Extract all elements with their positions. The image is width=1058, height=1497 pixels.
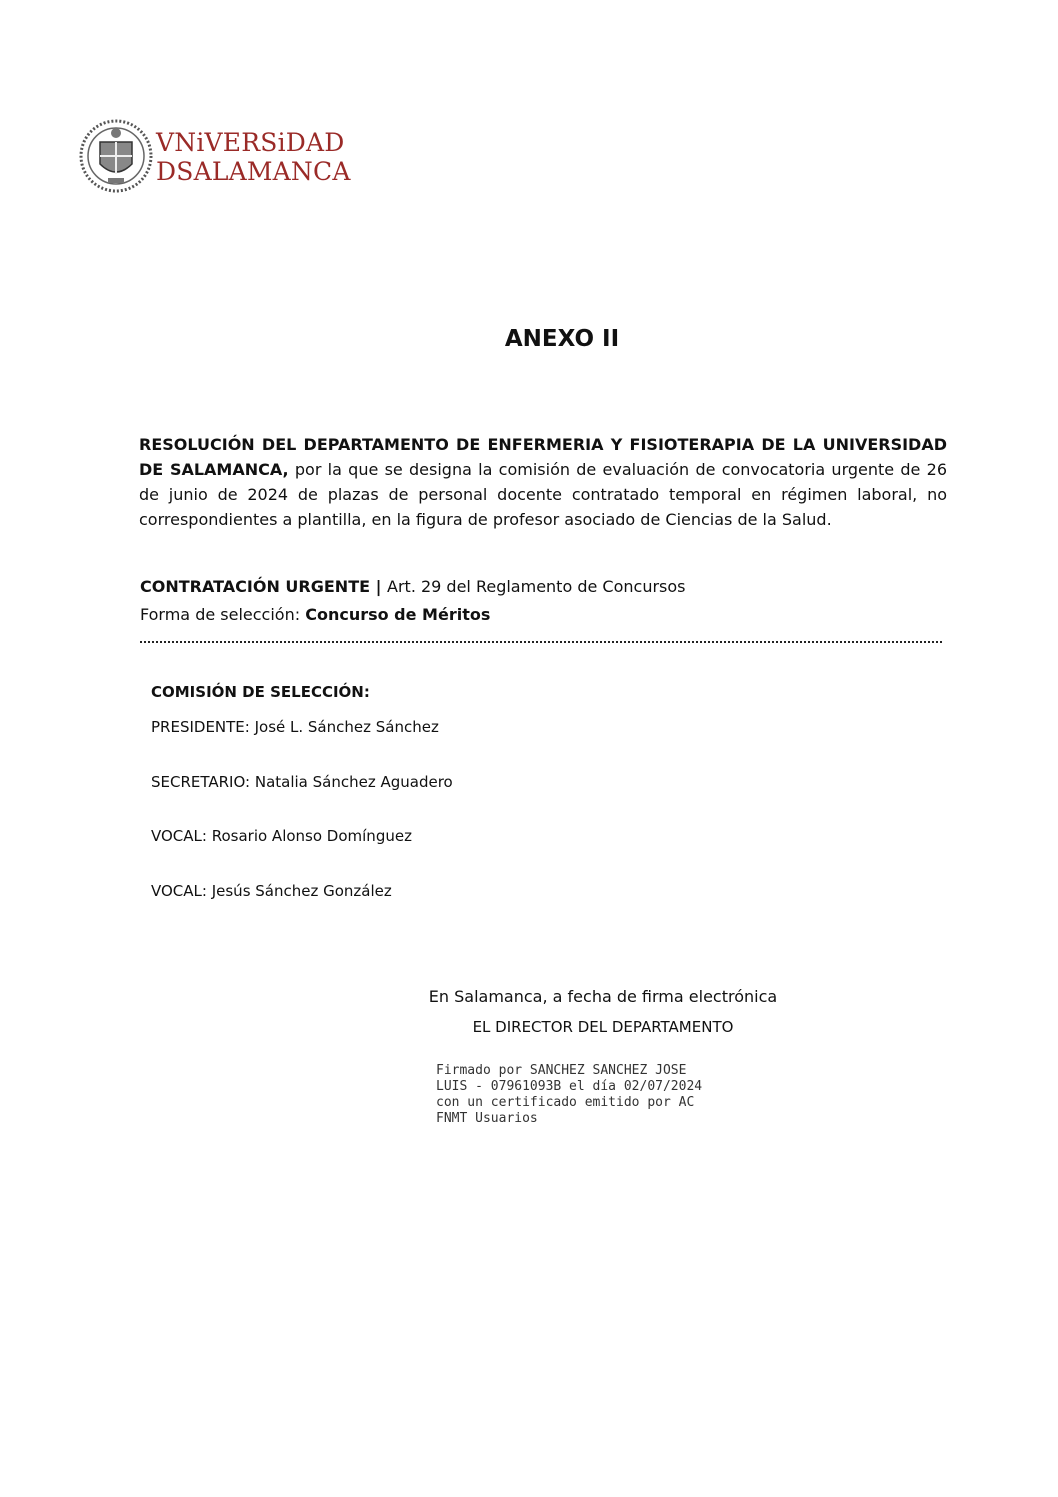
- resolution-paragraph: [139, 432, 947, 532]
- contract-info: [140, 573, 950, 629]
- committee-member-vocal-1: VOCAL: Rosario Alonso Domínguez: [151, 827, 412, 845]
- document-title: ANEXO II: [504, 326, 620, 352]
- logo-line-2: DSALAMANCA: [156, 157, 351, 186]
- signing-block: [303, 987, 903, 1036]
- logo-line-1: VNiVERSiDAD: [156, 128, 345, 157]
- selection-label: Forma de selección:: [140, 605, 306, 624]
- selection-value: Concurso de Méritos: [305, 605, 491, 624]
- university-logo: [78, 118, 358, 198]
- signature-line: Firmado por SANCHEZ SANCHEZ JOSE: [436, 1063, 687, 1078]
- signature-line: FNMT Usuarios: [436, 1111, 538, 1126]
- contract-separator: |: [370, 577, 388, 596]
- contract-type-line: [140, 573, 950, 601]
- director-title: EL DIRECTOR DEL DEPARTAMENTO: [472, 1018, 734, 1036]
- contract-type-label: CONTRATACIÓN URGENTE: [140, 577, 371, 596]
- signature-line: LUIS - 07961093B el día 02/07/2024: [436, 1079, 703, 1094]
- committee-member-vocal-2: VOCAL: Jesús Sánchez González: [151, 881, 392, 900]
- committee-member-president: PRESIDENTE: José L. Sánchez Sánchez: [151, 718, 439, 736]
- place-date: En Salamanca, a fecha de firma electrónica: [428, 987, 778, 1006]
- selection-line: [140, 601, 950, 629]
- dotted-divider: [140, 641, 942, 643]
- electronic-signature: [436, 1063, 702, 1127]
- contract-article: Art. 29 del Reglamento de Concursos: [387, 577, 686, 596]
- selection-committee: [151, 683, 851, 936]
- signature-line: con un certificado emitido por AC: [436, 1095, 695, 1110]
- university-logo-text: [156, 128, 351, 186]
- resolution-lead: RESOLUCIÓN DEL DEPARTAMENTO DE ENFERMERIA Y FISIOTERAPIA DE LA UNIVERSIDAD DE SALAMANCA,: [139, 435, 947, 479]
- resolution-text: por la que se designa la comisión de evaluación de convocatoria urgente de 26 de junio de 2024 de plazas de personal docente contratado temporal en régimen laboral, no correspondientes a plantilla, en la figura de profesor asociado de Ciencias de la Salud.: [139, 460, 948, 529]
- committee-heading: COMISIÓN DE SELECCIÓN:: [151, 683, 370, 701]
- university-seal-icon: [78, 118, 154, 194]
- committee-member-secretary: SECRETARIO: Natalia Sánchez Aguadero: [151, 772, 453, 791]
